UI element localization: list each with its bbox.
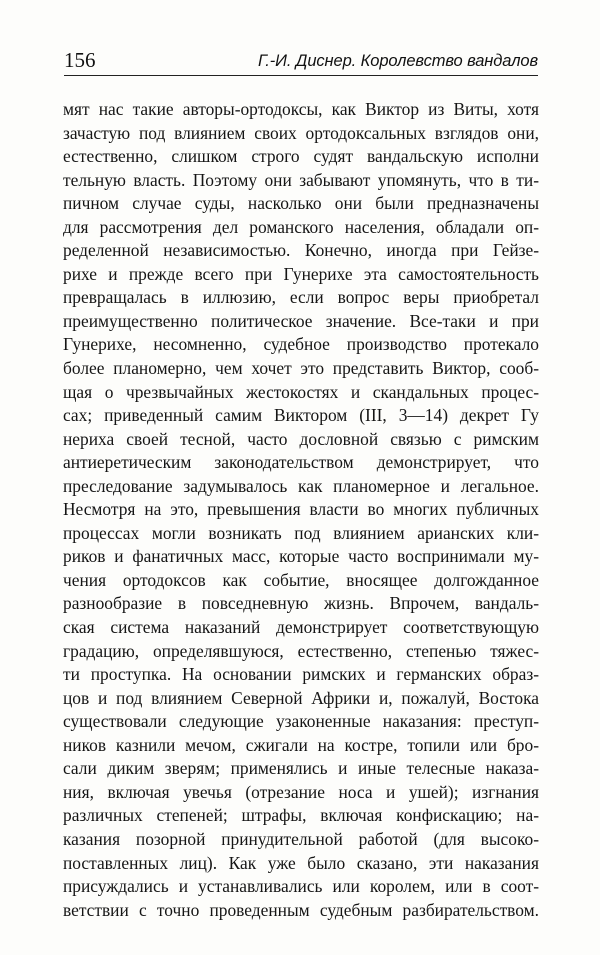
page-header	[64, 44, 538, 76]
text-line: щая о чрезвычайных жестокостях и скандальных процес-	[63, 381, 539, 402]
text-line: рихе и прежде всего при Гунерихе эта самостоятельность	[63, 263, 539, 284]
text-line: присуждались и устанавливались или королем, или в соот-	[63, 876, 539, 897]
text-line: сали диким зверям; применялись и иные телесные наказа-	[63, 758, 539, 779]
text-line: преследование задумывалось как планомерное и легальное.	[63, 475, 539, 496]
text-line: цов и под влиянием Северной Африки и, пожалуй, Востока	[63, 687, 539, 708]
text-line: различных степеней; штрафы, включая конфискацию; на-	[63, 805, 539, 826]
text-line: Гунерихе, несомненно, судебное производство протекало	[63, 334, 539, 355]
text-line: риков и фанатичных масс, которые часто воспринимали му-	[63, 546, 539, 567]
text-line: ти проступка. На основании римских и германских образ-	[63, 664, 539, 685]
text-line: зачастую под влиянием своих ортодоксальных взглядов они,	[63, 122, 539, 143]
text-line: поставленных лиц). Как уже было сказано, эти наказания	[63, 852, 539, 873]
text-line: мят нас такие авторы-ортодоксы, как Виктор из Виты, хотя	[63, 99, 539, 119]
text-line: процессах могли возникать под влиянием арианских кли-	[63, 522, 539, 543]
page-number: 156	[64, 48, 96, 72]
header-rule	[64, 75, 538, 76]
text-line: ния, включая увечья (отрезание носа и ушей); изгнания	[63, 781, 539, 802]
text-line: ская система наказаний демонстрирует соответствующую	[63, 617, 539, 638]
text-line: пичном случае суды, насколько они были предназначены	[63, 193, 539, 214]
text-line: нериха своей тесной, часто дословной связью с римским	[63, 428, 539, 449]
text-line: существовали следующие узаконенные наказания: преступ-	[63, 711, 539, 732]
running-title: Г.-И. Диснер. Королевство вандалов	[258, 52, 538, 70]
text-line: превращалась в иллюзию, если вопрос веры приобретал	[63, 287, 539, 308]
text-line: ников казнили мечом, сжигали на костре, топили или бро-	[63, 734, 539, 755]
text-line: ределенной независимостью. Конечно, иногда при Гейзе-	[63, 240, 539, 261]
text-line: сах; приведенный самим Виктором (III, 3—14) декрет Гу	[63, 405, 539, 426]
text-line: Несмотря на это, превышения власти во многих публичных	[63, 499, 539, 520]
text-line: градацию, определявшуюся, естественно, степенью тяжес-	[63, 640, 539, 661]
text-line: разнообразие в повседневную жизнь. Впрочем, вандаль-	[63, 593, 539, 614]
text-line: преимущественно политическое значение. Все-таки и при	[63, 310, 539, 331]
body-text	[63, 98, 539, 922]
text-line: более планомерно, чем хочет это представить Виктор, сооб-	[63, 358, 539, 379]
text-line: тельную власть. Поэтому они забывают упомянуть, что в ти-	[63, 169, 539, 190]
text-line: казания позорной принудительной работой (для высоко-	[63, 828, 539, 849]
text-line: антиеретическим законодательством демонстрирует, что	[63, 452, 539, 473]
text-line: чения ортодоксов как событие, вносящее долгожданное	[63, 569, 539, 590]
text-line: для рассмотрения дел романского населения, обладали оп-	[63, 216, 539, 237]
text-line: естественно, слишком строго судят вандальскую исполни	[63, 146, 539, 167]
text-line: ветствии с точно проведенным судебным разбирательством.	[63, 899, 539, 920]
